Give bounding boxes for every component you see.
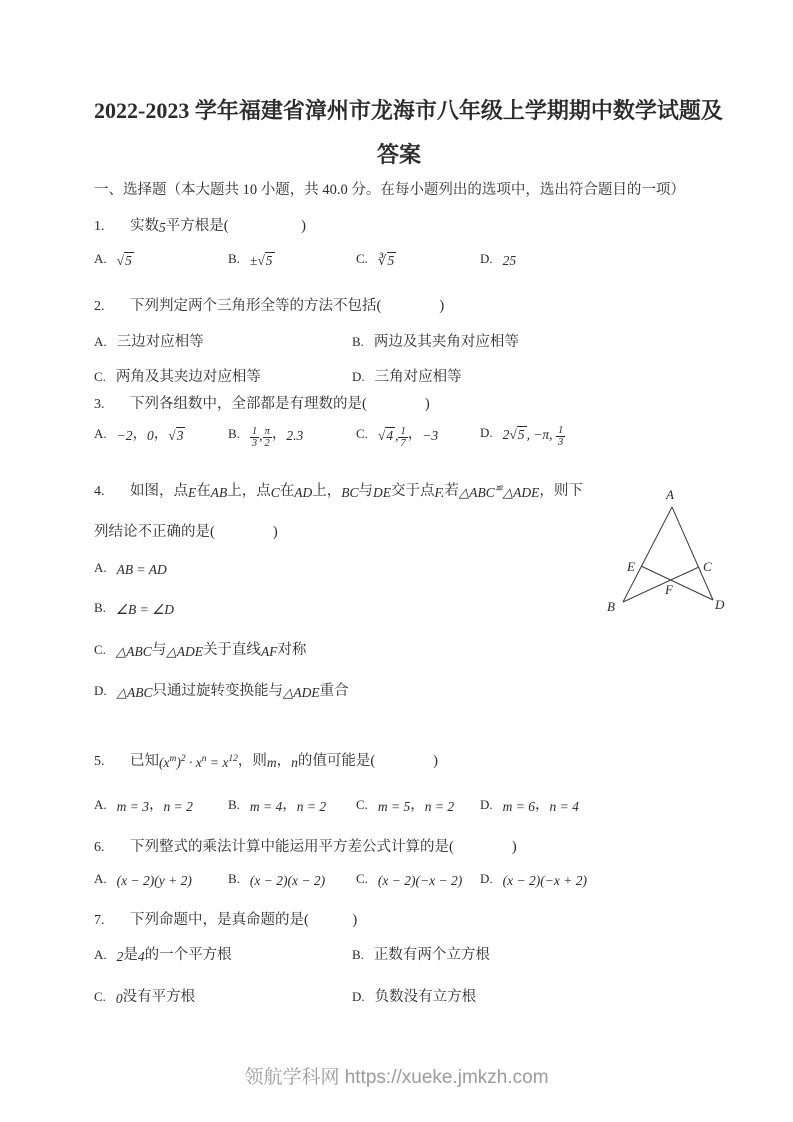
question-5 [94, 749, 704, 820]
option-letter: B. [352, 334, 364, 349]
math-run: 4 [137, 949, 145, 964]
option-content [116, 368, 261, 385]
text-run: ， [149, 797, 164, 813]
sqrt-expr [378, 428, 395, 444]
superscript: 12 [228, 754, 238, 764]
math-run: AB [210, 485, 228, 500]
question-number: 4. [94, 484, 105, 499]
text-run: ， [535, 797, 550, 813]
text-run: ，则下 [539, 483, 583, 499]
text-run: 没有平方根 [122, 989, 196, 1005]
text-run: 重合 [319, 683, 349, 699]
question-stem [94, 910, 704, 931]
option-content [117, 425, 186, 442]
option-row [94, 422, 704, 472]
option-C [356, 250, 396, 268]
math-run: △ADE [166, 644, 203, 659]
math-run: n [291, 755, 298, 770]
footer-text: 领航学科网 https://xueke.jmkzh.com [244, 1067, 549, 1088]
superscript: ≌ [494, 484, 503, 494]
option-content [116, 599, 174, 616]
math-run: = x [206, 755, 229, 770]
math-run: 5 [159, 220, 166, 235]
fraction-denominator: 3 [251, 437, 258, 449]
math-run: m = 6 [502, 799, 535, 814]
math-run: △ADE [283, 685, 320, 700]
question-stem-text [130, 483, 583, 499]
radicand: 4 [386, 428, 394, 443]
math-run: 2 [116, 949, 124, 964]
text-run: 负数没有立方根 [374, 989, 477, 1005]
option-content [378, 250, 396, 267]
radicand: 3 [176, 428, 184, 443]
text-run: ， [410, 797, 425, 813]
question-number: 7. [94, 913, 105, 928]
figure-label-D: D [715, 597, 725, 612]
superscript: m [169, 754, 177, 764]
option-A [94, 943, 232, 964]
math-run: −3 [422, 428, 439, 443]
option-content [378, 870, 462, 887]
fraction-denominator: 3 [557, 437, 564, 448]
option-content [377, 425, 439, 449]
option-content [117, 559, 167, 576]
text-run: 与 [358, 483, 374, 499]
text-run: 三角对应相等 [374, 369, 462, 385]
question-2 [94, 296, 704, 386]
math-run: (x − 2)(x − 2) [249, 873, 326, 888]
text-run: 对称 [277, 642, 307, 658]
option-C [356, 793, 454, 814]
option-D [352, 985, 476, 1006]
radicand: 5 [265, 253, 273, 268]
option-row [94, 943, 704, 967]
radical-sign: √ [116, 253, 125, 268]
option-letter: C. [356, 251, 368, 266]
math-run: (x [159, 755, 170, 770]
sqrt-expr [117, 253, 134, 269]
text-run: 列结论不正确的是( ) [94, 524, 278, 540]
option-D [480, 870, 587, 888]
option-D [480, 793, 579, 814]
text-run: 若 [444, 483, 459, 499]
question-number: 3. [94, 397, 105, 412]
option-letter: D. [352, 989, 365, 1004]
option-D [480, 250, 516, 268]
question-stem-text [130, 912, 357, 928]
option-C [356, 422, 439, 449]
option-letter: C. [94, 989, 106, 1004]
option-content [374, 946, 490, 963]
option-B [228, 793, 326, 814]
text-run: 下列命题中，是真命题的是( ) [130, 912, 358, 928]
text-run: 交于点 [391, 483, 435, 499]
text-run: 的一个平方根 [144, 947, 232, 963]
figure-label-B: B [607, 599, 615, 614]
math-run: m [266, 755, 277, 770]
math-run: AF [260, 644, 278, 659]
question-stem-text [130, 298, 444, 314]
text-run: 上，点 [227, 483, 271, 499]
text-run: ， [282, 797, 297, 813]
math-run: m = 5 [377, 799, 411, 814]
option-A [94, 330, 204, 351]
fraction [398, 426, 407, 449]
option-row [94, 793, 704, 820]
option-letter: A. [94, 560, 107, 575]
option-B [352, 330, 519, 351]
text-run: 已知 [130, 753, 159, 769]
option-letter: B. [94, 600, 106, 615]
option-C [356, 870, 462, 888]
option-letter: C. [356, 797, 368, 812]
question-3 [94, 394, 704, 472]
figure-label-E: E [627, 559, 635, 574]
option-letter: C. [356, 426, 368, 441]
sqrt-expr [257, 253, 274, 269]
radicand: 5 [125, 253, 132, 268]
fraction-numerator: π [264, 425, 270, 437]
fraction [263, 426, 272, 449]
math-run: −2 [116, 428, 133, 443]
option-A [94, 870, 192, 888]
text-run: ， [407, 426, 423, 442]
option-letter: B. [352, 947, 364, 962]
math-run: △ADE [502, 485, 540, 500]
option-B [228, 870, 325, 888]
option-content [117, 333, 204, 350]
option-content [117, 870, 192, 887]
option-letter: D. [94, 683, 107, 698]
question-6 [94, 837, 704, 895]
superscript: n [201, 754, 207, 764]
fraction-denominator: 7 [400, 437, 406, 449]
question-number: 5. [94, 754, 105, 769]
option-D [352, 365, 462, 386]
math-run: n = 4 [549, 799, 579, 814]
option-D [480, 422, 565, 448]
question-7 [94, 910, 704, 1009]
text-run: ，则 [237, 753, 267, 769]
option-content [502, 424, 566, 448]
math-run: ) [176, 755, 181, 770]
fraction-numerator: 1 [400, 425, 406, 437]
fraction-denominator: 2 [264, 437, 270, 449]
math-run: n = 2 [424, 799, 455, 814]
text-run: 平方根是( ) [165, 218, 306, 234]
question-stem-text [130, 753, 438, 769]
math-run: , [395, 428, 399, 443]
option-A [94, 422, 185, 443]
math-run: 2.3 [286, 428, 304, 443]
option-content [375, 368, 462, 385]
math-run: (x − 2)(−x − 2) [377, 873, 463, 888]
option-content [250, 870, 325, 887]
text-run: 三边对应相等 [116, 334, 204, 350]
text-run: 两角及其夹边对应相等 [115, 369, 261, 385]
segment-AD [672, 507, 713, 600]
math-run: ∠B = ∠D [115, 602, 174, 617]
option-letter: A. [94, 251, 107, 266]
sqrt-expr [168, 428, 185, 444]
option-row [94, 985, 704, 1009]
option-row [94, 330, 704, 351]
math-run: 0 [147, 428, 154, 443]
sqrt-expr [509, 427, 526, 443]
text-run: 正数有两个立方根 [373, 947, 490, 963]
option-C [94, 365, 261, 386]
text-run: 下列各组数中，全部都是有理数的是( ) [130, 396, 430, 412]
option-content [503, 796, 579, 813]
option-B [228, 250, 275, 268]
question-number: 6. [94, 840, 105, 855]
math-run: △ABC [458, 485, 495, 500]
math-run: n = 2 [296, 799, 327, 814]
math-run: , −π, [526, 427, 556, 443]
text-run: 的值可能是( ) [297, 753, 439, 769]
math-run: m = 3 [116, 799, 149, 814]
text-run: 下列判定两个三角形全等的方法不包括( ) [130, 298, 445, 314]
math-run: 25 [502, 253, 517, 268]
document-title [94, 96, 723, 170]
radical-sign: ∛ [377, 253, 387, 268]
option-content [375, 988, 477, 1005]
cbrt-expr [378, 253, 396, 269]
option-content [503, 250, 517, 267]
question-stem [94, 215, 704, 237]
option-content [250, 796, 326, 813]
title-line-2: 答案 [376, 142, 421, 167]
text-run: 上， [312, 483, 342, 499]
figure-label-A: A [666, 487, 674, 502]
option-A [94, 250, 134, 268]
text-run: 如图，点 [130, 483, 188, 499]
math-run: DE [373, 485, 392, 500]
option-letter: A. [94, 334, 107, 349]
option-row [94, 365, 704, 386]
math-run: (x − 2)(−x + 2) [502, 873, 587, 888]
radical-sign: √ [168, 428, 176, 443]
fraction [556, 425, 565, 448]
option-letter: A. [94, 426, 107, 441]
option-letter: C. [94, 642, 106, 657]
question-1 [94, 215, 704, 286]
math-run: · x [185, 755, 202, 770]
text-run: 关于直线 [202, 642, 261, 658]
math-run: m = 4 [249, 799, 283, 814]
math-run: (x − 2)(y + 2) [116, 873, 192, 888]
option-letter: B. [228, 251, 240, 266]
option-content [374, 333, 519, 350]
option-letter: B. [228, 871, 240, 886]
text-run: ， [153, 426, 169, 442]
question-stem-text [130, 218, 306, 234]
math-run: C [270, 485, 280, 500]
option-letter: D. [480, 797, 493, 812]
option-A [94, 793, 193, 814]
math-run: E [188, 485, 197, 500]
text-run: 两边及其夹角对应相等 [373, 334, 519, 350]
option-C [94, 985, 195, 1006]
question-number: 2. [94, 299, 105, 314]
question-number: 1. [94, 219, 105, 234]
radical-sign: √ [509, 427, 517, 443]
math-run: BC [341, 485, 359, 500]
section-header: 一、选择题（本大题共 10 小题，共 40.0 分。在每小题列出的选项中，选出符合题目的一项） [94, 182, 685, 198]
text-run: 只通过旋转变换能与 [152, 683, 284, 699]
figure-label-C: C [703, 559, 712, 574]
figure-label-F: F [665, 582, 673, 597]
option-content [116, 988, 195, 1005]
question-stem-text [130, 839, 517, 855]
option-content [250, 425, 304, 449]
text-run: 在 [196, 483, 211, 499]
option-letter: C. [356, 871, 368, 886]
text-run: ， [271, 426, 287, 442]
text-run: 实数 [130, 218, 159, 234]
option-content [117, 250, 134, 267]
option-letter: D. [480, 425, 493, 441]
radical-sign: √ [257, 253, 265, 268]
text-run: 与 [151, 642, 167, 658]
math-run: 2 [502, 427, 510, 443]
fraction-numerator: 1 [251, 425, 258, 437]
option-row [94, 870, 704, 895]
math-run: △ABC [116, 685, 153, 700]
question-stem [94, 394, 704, 415]
option-content [503, 870, 587, 887]
math-run: 0 [115, 991, 123, 1006]
option-D [94, 679, 704, 702]
question-stem-text [130, 396, 430, 412]
option-letter: D. [480, 251, 493, 266]
option-content [116, 641, 307, 658]
option-letter: D. [352, 369, 365, 384]
option-content [117, 682, 349, 699]
title-line-1: 2022-2023 学年福建省漳州市龙海市八年级上学期期中数学试题及 [94, 98, 723, 123]
fraction [250, 426, 259, 449]
math-run: F. [434, 485, 445, 500]
geometry-figure [605, 481, 737, 617]
option-letter: B. [228, 426, 240, 441]
question-stem [94, 296, 704, 317]
option-content [117, 946, 232, 963]
footer-watermark [0, 1062, 793, 1089]
question-stem [94, 837, 704, 858]
option-row [94, 250, 704, 286]
radicand: 5 [517, 427, 525, 443]
option-B [228, 422, 304, 449]
fraction-numerator: 1 [557, 425, 564, 436]
question-stem [94, 749, 704, 775]
option-content [250, 250, 275, 267]
math-run: n = 2 [163, 799, 193, 814]
option-letter: B. [228, 797, 240, 812]
text-run: 下列整式的乘法计算中能运用平方差公式计算的是( ) [130, 839, 517, 855]
option-content [117, 796, 193, 813]
text-run: ， [276, 753, 292, 769]
math-run: AB = AD [116, 562, 167, 577]
math-run: AD [294, 485, 313, 500]
radicand: 5 [387, 253, 395, 268]
radical-sign: √ [377, 428, 386, 443]
math-run: △ABC [115, 644, 152, 659]
option-letter: C. [94, 369, 106, 384]
option-content [378, 796, 454, 813]
text-run: 是 [123, 947, 138, 963]
text-run: ， [132, 426, 148, 442]
text-run: 在 [279, 483, 295, 499]
option-letter: A. [94, 871, 107, 886]
option-C [94, 638, 704, 661]
option-letter: A. [94, 797, 107, 812]
math-run: ± [249, 253, 258, 268]
math-run: , [259, 428, 263, 443]
option-B [352, 943, 490, 964]
option-letter: D. [480, 871, 493, 886]
superscript: 2 [180, 754, 186, 764]
option-letter: A. [94, 947, 107, 962]
